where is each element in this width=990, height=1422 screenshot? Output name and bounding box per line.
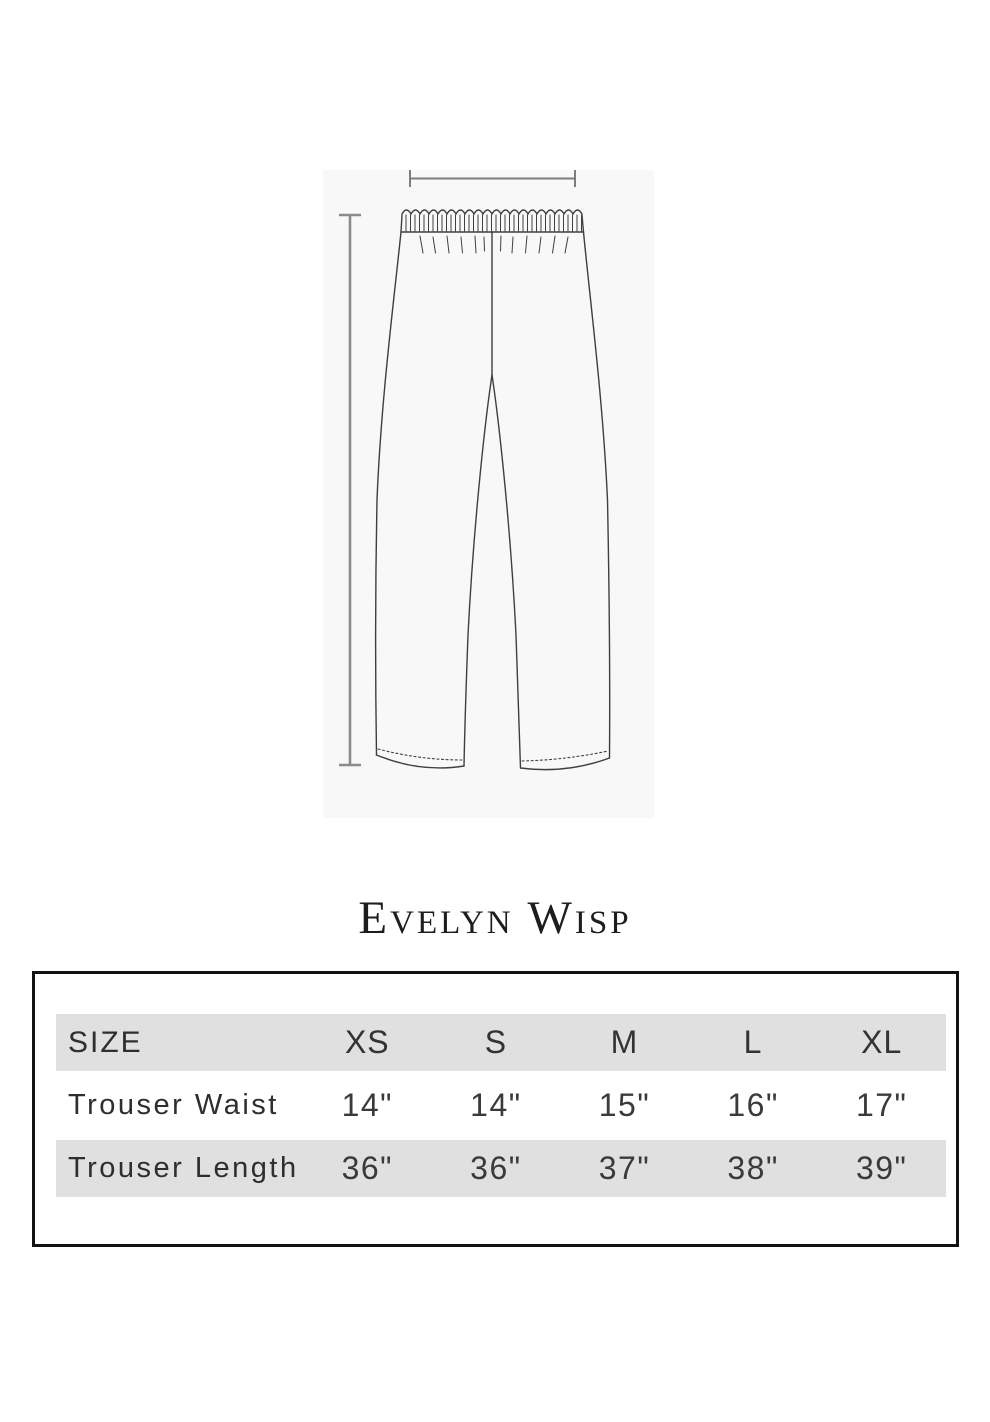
table-row-trouser-length — [56, 1140, 946, 1197]
size-chart-header-row — [56, 1014, 946, 1071]
size-header-s: S — [484, 1024, 508, 1060]
waistband-scallop-edge — [402, 210, 582, 214]
waistband-ribbing — [406, 215, 582, 231]
length-value-l: 38" — [727, 1150, 779, 1186]
trouser-outline — [376, 210, 610, 770]
product-title: Evelyn Wisp — [358, 892, 632, 944]
size-header-xs: XS — [344, 1024, 390, 1060]
waist-measurement-indicator — [410, 170, 575, 187]
row-label: Trouser Length — [68, 1152, 299, 1184]
size-chart-table — [32, 971, 959, 1247]
waist-value-xs: 14" — [341, 1087, 394, 1123]
length-value-s: 36" — [470, 1150, 522, 1186]
table-row-trouser-waist — [56, 1071, 946, 1140]
hem-stitch-right — [522, 751, 608, 761]
size-header-xl: XL — [861, 1024, 903, 1060]
waist-value-m: 15" — [598, 1087, 651, 1123]
length-value-xl: 39" — [855, 1150, 908, 1186]
waist-value-xl: 17" — [855, 1087, 908, 1123]
size-chart-rows — [56, 1014, 946, 1197]
trouser-sketch-image — [323, 170, 654, 818]
waist-value-s: 14" — [470, 1087, 522, 1123]
length-measurement-indicator — [339, 215, 361, 765]
length-value-xs: 36" — [341, 1150, 394, 1186]
gathering-lines — [420, 236, 568, 253]
size-column-header: SIZE — [68, 1025, 143, 1059]
hem-stitch-left — [378, 749, 463, 760]
waist-value-l: 16" — [727, 1087, 779, 1123]
size-header-m: M — [610, 1024, 639, 1060]
length-value-m: 37" — [598, 1150, 651, 1186]
trouser-flat-sketch-svg — [323, 170, 654, 818]
row-label: Trouser Waist — [68, 1089, 279, 1121]
size-header-l: L — [743, 1024, 763, 1060]
